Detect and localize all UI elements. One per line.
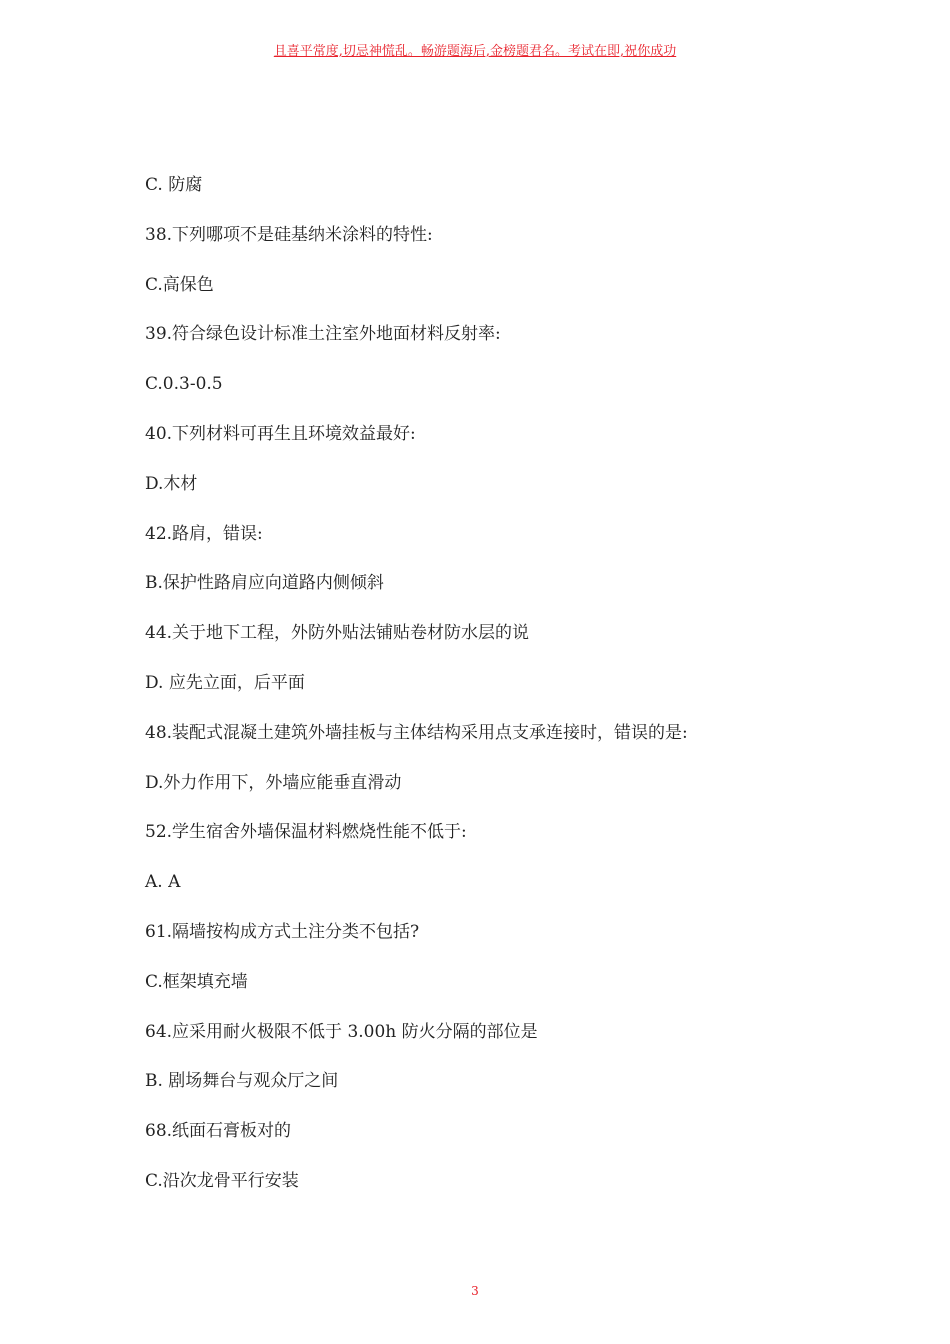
answer-line: D. 应先立面，后平面 <box>145 672 305 693</box>
question-line: 52.学生宿舍外墙保温材料燃烧性能不低于: <box>145 822 467 843</box>
answer-line: D.木材 <box>145 473 198 494</box>
answer-line: A. A <box>145 872 181 893</box>
question-line: 68.纸面石膏板对的 <box>145 1121 292 1142</box>
question-line: 64.应采用耐火极限不低于 3.00h 防火分隔的部位是 <box>145 1021 538 1042</box>
answer-line: B.保护性路肩应向道路内侧倾斜 <box>145 573 384 594</box>
answer-line: C.沿次龙骨平行安装 <box>145 1170 299 1191</box>
answer-line: B. 剧场舞台与观众厅之间 <box>145 1071 339 1092</box>
question-line: 44.关于地下工程，外防外贴法铺贴卷材防水层的说 <box>145 623 530 644</box>
answer-line: C. 防腐 <box>145 175 203 195</box>
question-line: 42.路肩，错误: <box>145 523 263 544</box>
question-line: 38.下列哪项不是硅基纳米涂料的特性: <box>145 224 433 245</box>
answer-line: C.高保色 <box>145 274 214 295</box>
answer-line: C.0.3-0.5 <box>145 374 223 395</box>
document-body <box>145 171 825 1217</box>
answer-line: C.框架填充墙 <box>145 971 248 992</box>
question-line: 40.下列材料可再生且环境效益最好: <box>145 423 416 444</box>
question-line: 48.装配式混凝土建筑外墙挂板与主体结构采用点支承连接时，错误的是: <box>145 722 688 743</box>
answer-line: D.外力作用下，外墙应能垂直滑动 <box>145 772 402 793</box>
motivational-header: 且喜平常度,切忌神慌乱。畅游题海后,金榜题君名。考试在即,祝你成功 <box>273 44 677 59</box>
page-number: 3 <box>471 1284 479 1298</box>
question-line: 61.隔墙按构成方式土注分类不包括? <box>145 921 420 942</box>
question-line: 39.符合绿色设计标准土注室外地面材料反射率: <box>145 324 501 345</box>
